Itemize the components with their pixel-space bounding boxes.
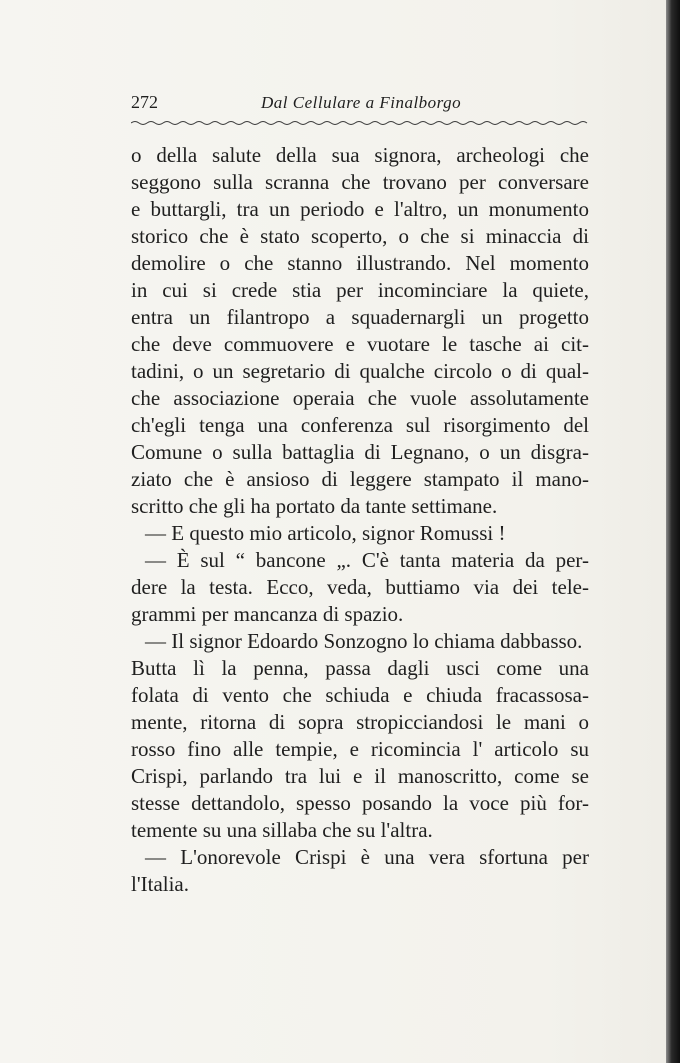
text-line: storico che è stato scoperto, o che si minaccia di <box>131 224 589 248</box>
text-line: ch'egli tenga una conferenza sul risorgimento del <box>131 413 589 437</box>
dialogue-line: — L'onorevole Crispi è una vera sfortuna per <box>145 845 589 869</box>
text-line: demolire o che stanno illustrando. Nel momento <box>131 251 589 275</box>
text-line: e buttargli, tra un periodo e l'altro, un monumento <box>131 197 589 221</box>
book-spine-edge <box>666 0 680 1063</box>
page-header <box>131 92 589 120</box>
text-line: tadini, o un segretario di qualche circolo o di qual- <box>131 359 589 383</box>
dialogue-line: — Il signor Edoardo Sonzogno lo chiama dabbasso. <box>145 629 583 653</box>
text-line: in cui si crede stia per incominciare la quiete, <box>131 278 589 302</box>
text-line: seggono sulla scranna che trovano per conversare <box>131 170 589 194</box>
text-line: grammi per mancanza di spazio. <box>131 602 404 626</box>
page-number: 272 <box>131 92 158 112</box>
text-line: scritto che gli ha portato da tante settimane. <box>131 494 498 518</box>
text-line: che deve commuovere e vuotare le tasche ai cit- <box>131 332 589 356</box>
text-line: rosso fino alle tempie, e ricomincia l' articolo su <box>131 737 589 761</box>
body-text <box>131 142 589 898</box>
wavy-rule-ornament <box>131 120 589 126</box>
dialogue-line: — È sul “ bancone „. C'è tanta materia da per- <box>145 548 589 572</box>
text-line: Crispi, parlando tra lui e il manoscritto, come se <box>131 764 589 788</box>
text-line: Butta lì la penna, passa dagli usci come una <box>131 656 589 680</box>
text-line: ziato che è ansioso di leggere stampato il mano- <box>131 467 589 491</box>
text-line: temente su una sillaba che su l'altra. <box>131 818 433 842</box>
running-title: Dal Cellulare a Finalborgo <box>261 93 462 112</box>
text-line: mente, ritorna di sopra stropicciandosi le mani o <box>131 710 589 734</box>
text-line: dere la testa. Ecco, veda, buttiamo via dei tele- <box>131 575 589 599</box>
text-line: l'Italia. <box>131 872 190 896</box>
text-line: che associazione operaia che vuole assolutamente <box>131 386 589 410</box>
text-line: Comune o sulla battaglia di Legnano, o un disgra- <box>131 440 589 464</box>
text-line: entra un filantropo a squadernargli un progetto <box>131 305 589 329</box>
text-line: stesse dettandolo, spesso posando la voce più for- <box>131 791 589 815</box>
dialogue-line: — E questo mio articolo, signor Romussi ! <box>145 521 506 545</box>
text-line: o della salute della sua signora, archeologi che <box>131 143 589 167</box>
text-line: folata di vento che schiuda e chiuda fracassosa- <box>131 683 589 707</box>
